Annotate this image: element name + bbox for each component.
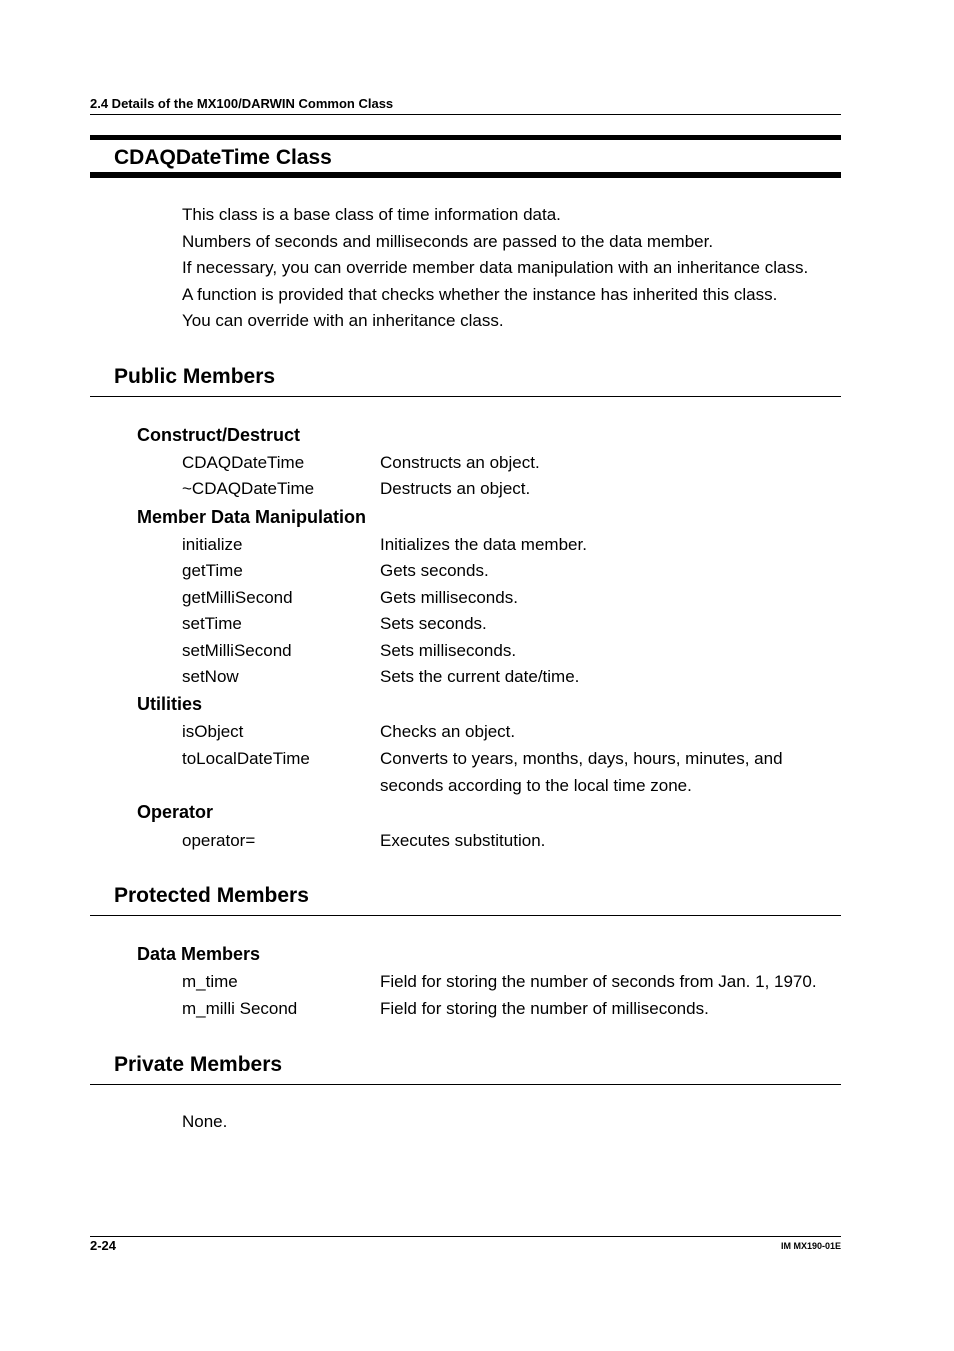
document-id: IM MX190-01E xyxy=(780,1241,841,1251)
title-top-rule xyxy=(90,135,841,140)
class-title: CDAQDateTime Class xyxy=(114,146,332,169)
private-members-text: None. xyxy=(182,1112,228,1131)
public-members-rule xyxy=(90,396,841,397)
member-name: m_time xyxy=(182,972,238,991)
group-title-data-members: Data Members xyxy=(137,944,261,964)
running-header: 2.4 Details of the MX100/DARWIN Common Class xyxy=(90,96,394,111)
member-name: setNow xyxy=(182,667,239,686)
page-number: 2-24 xyxy=(90,1238,117,1253)
member-name: CDAQDateTime xyxy=(182,453,305,472)
intro-line: If necessary, you can override member data manipulation with an inheritance class. xyxy=(182,258,809,277)
member-desc: Gets milliseconds. xyxy=(380,588,518,607)
member-name: toLocalDateTime xyxy=(182,749,310,768)
member-name: initialize xyxy=(182,535,243,554)
group-title-member-data-manipulation: Member Data Manipulation xyxy=(137,507,367,527)
member-desc: Destructs an object. xyxy=(380,479,531,498)
member-desc: Sets the current date/time. xyxy=(380,667,580,686)
member-desc: Sets seconds. xyxy=(380,614,487,633)
private-members-heading: Private Members xyxy=(114,1053,283,1076)
intro-line: Numbers of seconds and milliseconds are passed to the data member. xyxy=(182,231,714,251)
footer-rule xyxy=(90,1236,841,1237)
member-desc: Constructs an object. xyxy=(380,453,540,472)
member-name: getTime xyxy=(182,561,243,580)
member-name: setTime xyxy=(182,614,242,633)
member-desc: Gets seconds. xyxy=(380,561,489,580)
intro-line: You can override with an inheritance class. xyxy=(182,311,504,330)
intro-text xyxy=(182,202,808,335)
intro-line: A function is provided that checks whether the instance has inherited this class. xyxy=(182,284,778,304)
member-name: getMilliSecond xyxy=(182,588,293,607)
protected-members-rule xyxy=(90,915,841,916)
member-name: m_milli Second xyxy=(182,999,298,1018)
member-desc: Checks an object. xyxy=(380,722,516,741)
group-title-utilities: Utilities xyxy=(137,694,203,714)
member-name: ~CDAQDateTime xyxy=(182,479,315,498)
header-rule xyxy=(90,114,841,115)
member-desc: Field for storing the number of milliseconds. xyxy=(380,999,709,1018)
member-desc: Initializes the data member. xyxy=(380,535,587,554)
public-members-heading: Public Members xyxy=(114,365,276,388)
group-title-construct-destruct: Construct/Destruct xyxy=(137,425,301,445)
member-desc: Sets milliseconds. xyxy=(380,641,517,660)
member-desc: Executes substitution. xyxy=(380,831,546,850)
member-name: setMilliSecond xyxy=(182,641,292,660)
member-desc: Field for storing the number of seconds from Jan. 1, 1970. xyxy=(380,972,817,991)
private-members-rule xyxy=(90,1084,841,1085)
protected-members-heading: Protected Members xyxy=(114,884,309,907)
member-name: isObject xyxy=(182,722,244,741)
member-name: operator= xyxy=(182,831,256,850)
title-bottom-rule xyxy=(90,172,841,178)
group-title-operator: Operator xyxy=(137,802,214,822)
intro-line: This class is a base class of time information data. xyxy=(182,205,561,224)
member-desc: Converts to years, months, days, hours, minutes, and seconds according to the local time zone. xyxy=(380,749,783,795)
